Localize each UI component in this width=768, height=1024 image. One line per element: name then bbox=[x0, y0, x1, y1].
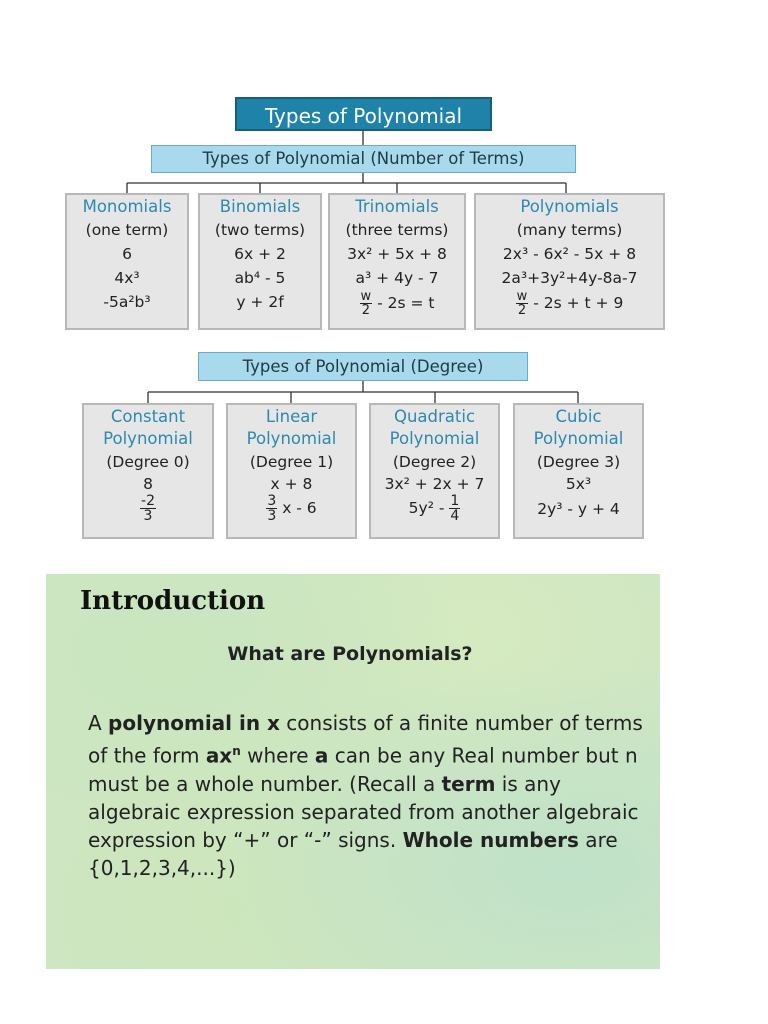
box-note: (many terms) bbox=[516, 221, 623, 239]
example-with-fraction: $\frac{w}{2}$ - 2s = t bbox=[360, 289, 435, 318]
box-note: (Degree 0) bbox=[106, 453, 190, 471]
section-heading-degree: Types of Polynomial (Degree) bbox=[198, 352, 528, 381]
example: 6x + 2 bbox=[234, 245, 286, 263]
box-heading: Binomials bbox=[219, 197, 301, 216]
example-with-fraction: $\frac{3}{3}$ x - 6 bbox=[267, 493, 317, 524]
fraction: $\frac{1}{4}$ bbox=[450, 493, 460, 524]
box-quadratic-polynomial bbox=[369, 403, 500, 539]
example: -5a²b³ bbox=[103, 293, 151, 311]
box-heading: Monomials bbox=[82, 197, 172, 216]
introduction-title: Introduction bbox=[80, 586, 266, 616]
example: 3x² + 5x + 8 bbox=[347, 245, 447, 263]
box-heading: Polynomial bbox=[533, 429, 624, 448]
example: x + 8 bbox=[270, 475, 313, 493]
box-note: (Degree 1) bbox=[249, 453, 334, 471]
box-heading: Linear bbox=[265, 407, 318, 426]
box-heading: Polynomial bbox=[103, 429, 193, 448]
example: 4x³ bbox=[114, 269, 140, 287]
box-note: (Degree 3) bbox=[536, 453, 621, 471]
example-with-fraction bbox=[84, 494, 212, 523]
example: 2y³ - y + 4 bbox=[537, 500, 620, 518]
box-binomials bbox=[198, 193, 322, 330]
fraction: $\frac{w}{2}$ bbox=[360, 289, 372, 318]
example: a³ + 4y - 7 bbox=[355, 269, 439, 287]
box-note: (one term) bbox=[85, 221, 169, 239]
box-heading: Constant bbox=[110, 407, 186, 426]
box-linear-polynomial bbox=[226, 403, 357, 539]
section-heading-number-of-terms: Types of Polynomial (Number of Terms) bbox=[151, 145, 576, 173]
box-heading: Cubic bbox=[555, 407, 602, 426]
fraction: $\frac{-2}{3}$ bbox=[141, 493, 155, 524]
box-heading: Polynomial bbox=[389, 429, 480, 448]
example: 6 bbox=[122, 245, 132, 263]
box-heading: Polynomials bbox=[520, 197, 619, 216]
example: 5x³ bbox=[565, 475, 592, 493]
example: 3x² + 2x + 7 bbox=[384, 475, 485, 493]
box-constant-polynomial bbox=[82, 403, 214, 539]
example: 8 bbox=[143, 475, 153, 493]
example: 2x³ - 6x² - 5x + 8 bbox=[502, 245, 637, 263]
introduction-body: A polynomial in x consists of a finite number of terms of the form $ax^n$ where a can be any Real number but n must be a whole number. (Recall a term is any algebraic expression separated from another algebraic expression by “+” or “-” signs. Whole numbers are {0,1,2,3,4,...}) bbox=[88, 711, 643, 880]
box-polynomials bbox=[474, 193, 665, 330]
box-trinomials bbox=[328, 193, 466, 330]
fraction: $\frac{3}{3}$ bbox=[267, 493, 277, 524]
example-with-fraction: $\frac{w}{2}$ - 2s + t + 9 bbox=[516, 289, 624, 318]
box-cubic-polynomial bbox=[513, 403, 644, 539]
box-monomials bbox=[65, 193, 189, 330]
example: y + 2f bbox=[236, 293, 284, 311]
box-heading: Quadratic bbox=[393, 407, 476, 426]
example-with-fraction: 5y² - $\frac{1}{4}$ bbox=[408, 493, 460, 524]
box-heading: Trinomials bbox=[355, 197, 439, 216]
box-note: (Degree 2) bbox=[392, 453, 477, 471]
diagram-title: Types of Polynomial bbox=[235, 97, 492, 131]
box-heading: Polynomial bbox=[246, 429, 337, 448]
example: ab⁴ - 5 bbox=[234, 269, 286, 287]
box-note: (two terms) bbox=[214, 221, 306, 239]
box-note: (three terms) bbox=[345, 221, 449, 239]
example: 2a³+3y²+4y-8a-7 bbox=[501, 269, 638, 287]
fraction: $\frac{w}{2}$ bbox=[516, 289, 528, 318]
introduction-question: What are Polynomials? bbox=[227, 643, 473, 665]
